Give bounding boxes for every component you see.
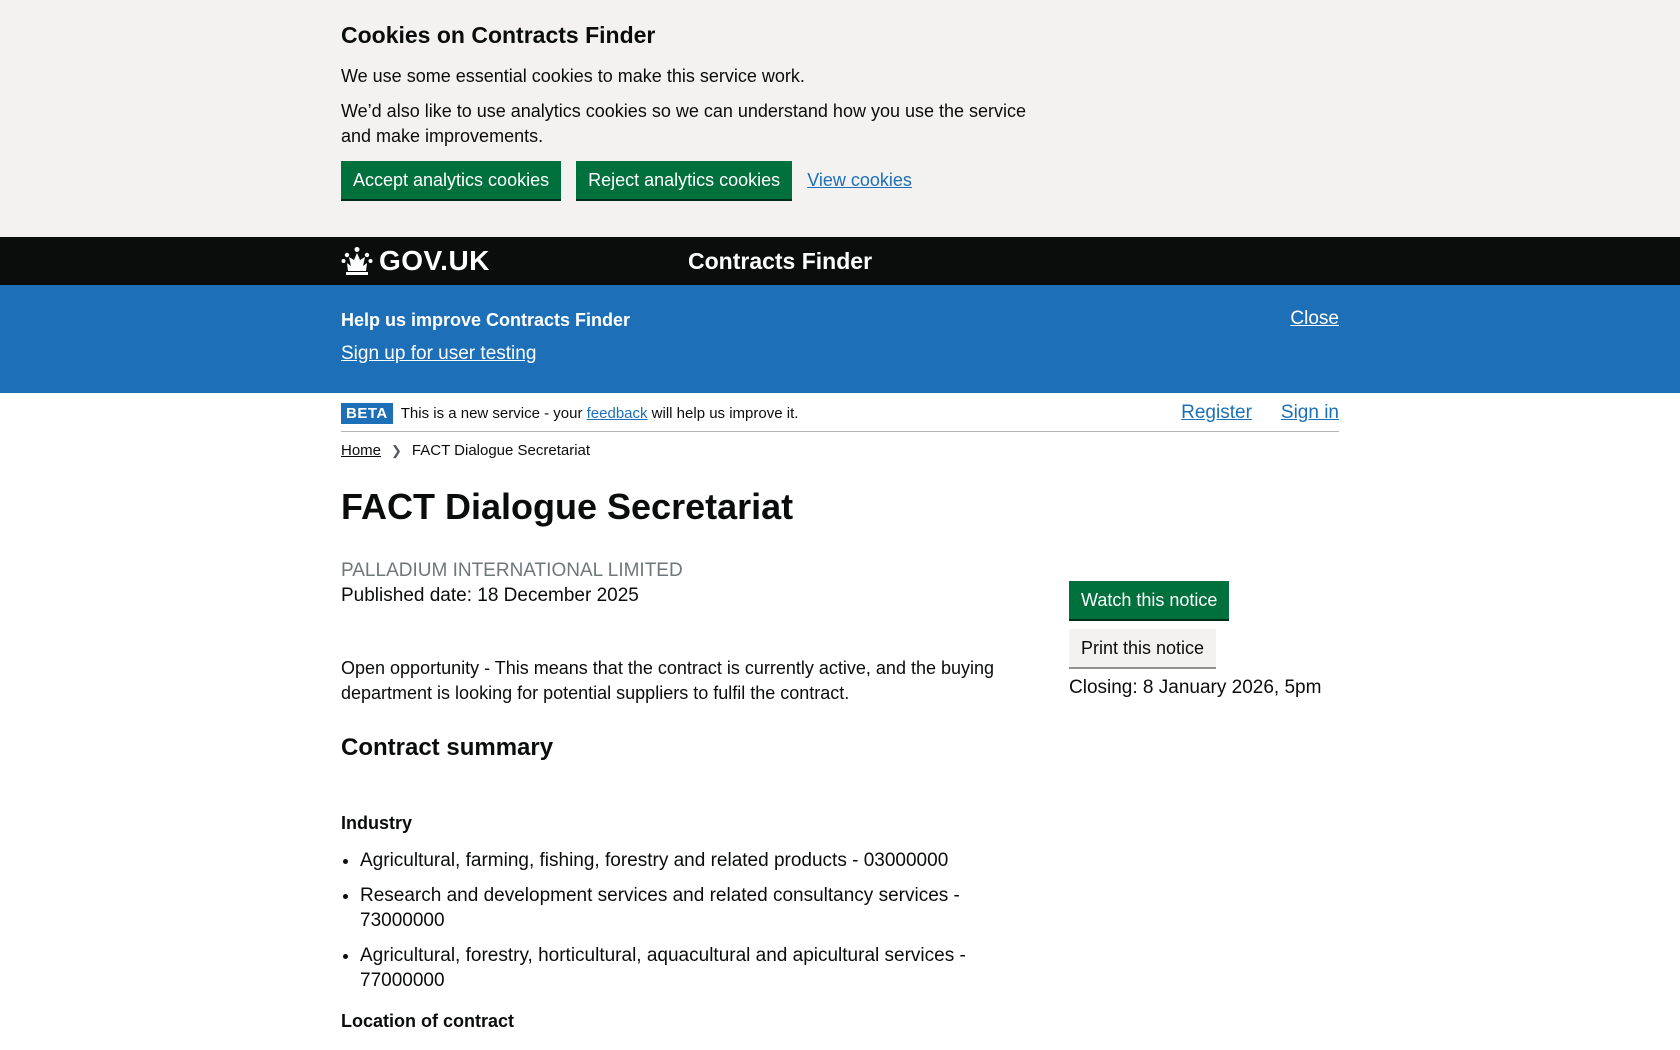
notice-actions bbox=[1069, 558, 1321, 1032]
notice-status: Open opportunity - This means that the contract is currently active, and the buying department is looking for potential suppliers to fulfil the contract. bbox=[341, 658, 995, 703]
phase-banner bbox=[341, 393, 1339, 432]
help-banner bbox=[0, 285, 1680, 393]
cookie-actions bbox=[341, 161, 1339, 199]
reject-cookies-button[interactable]: Reject analytics cookies bbox=[576, 161, 792, 199]
cookie-banner-text-essential: We use some essential cookies to make this service work. bbox=[341, 66, 805, 86]
breadcrumb bbox=[341, 442, 1339, 459]
industry-list bbox=[341, 848, 1021, 993]
chevron-right-icon: ❯ bbox=[391, 442, 402, 458]
view-cookies-link[interactable]: View cookies bbox=[807, 169, 912, 190]
register-link[interactable]: Register bbox=[1181, 402, 1252, 423]
phase-text-after: will help us improve it. bbox=[647, 404, 799, 422]
phase-text-before: This is a new service - your bbox=[400, 404, 587, 422]
cookie-banner-text-analytics: We’d also like to use analytics cookies so we can understand how you use the service and make improvements. bbox=[341, 101, 1027, 146]
site-header bbox=[0, 237, 1680, 285]
service-name[interactable]: Contracts Finder bbox=[688, 247, 873, 274]
account-links bbox=[1152, 402, 1339, 424]
notice-content bbox=[341, 558, 1339, 1032]
list-item: • Agricultural, forestry, horticultural, aquacultural and apicultural services - 77000000 bbox=[360, 943, 980, 993]
close-help-banner-link[interactable]: Close bbox=[1290, 308, 1339, 329]
organisation-name: PALLADIUM INTERNATIONAL LIMITED bbox=[341, 560, 683, 581]
notice-main bbox=[341, 558, 1021, 1032]
accept-cookies-button[interactable]: Accept analytics cookies bbox=[341, 161, 561, 199]
breadcrumb-home[interactable]: Home bbox=[341, 442, 382, 459]
page-title: FACT Dialogue Secretariat bbox=[341, 486, 794, 527]
list-item: • Research and development services and related consultancy services - 73000000 bbox=[360, 883, 980, 933]
govuk-logo[interactable] bbox=[341, 245, 688, 277]
beta-tag: BETA bbox=[341, 403, 393, 424]
feedback-link[interactable]: feedback bbox=[586, 404, 648, 422]
industry-heading: Industry bbox=[341, 813, 413, 833]
help-banner-title: Help us improve Contracts Finder bbox=[341, 310, 631, 330]
closing-date: Closing: 8 January 2026, 5pm bbox=[1069, 677, 1322, 698]
published-date: Published date: 18 December 2025 bbox=[341, 585, 639, 606]
print-notice-button[interactable]: Print this notice bbox=[1069, 629, 1216, 667]
watch-notice-button[interactable]: Watch this notice bbox=[1069, 581, 1229, 619]
crown-icon bbox=[341, 246, 373, 276]
sign-in-link[interactable]: Sign in bbox=[1280, 402, 1339, 423]
cookie-banner-title: Cookies on Contracts Finder bbox=[341, 22, 656, 48]
contract-summary-heading: Contract summary bbox=[341, 734, 554, 761]
cookie-banner bbox=[0, 0, 1680, 237]
phase-text bbox=[401, 405, 799, 422]
breadcrumb-current: FACT Dialogue Secretariat bbox=[411, 442, 591, 459]
location-heading: Location of contract bbox=[341, 1011, 515, 1031]
user-testing-link[interactable]: Sign up for user testing bbox=[341, 343, 537, 364]
list-item: • Agricultural, farming, fishing, forestry and related products - 03000000 bbox=[360, 848, 980, 873]
govuk-logo-text: GOV.UK bbox=[379, 245, 490, 276]
